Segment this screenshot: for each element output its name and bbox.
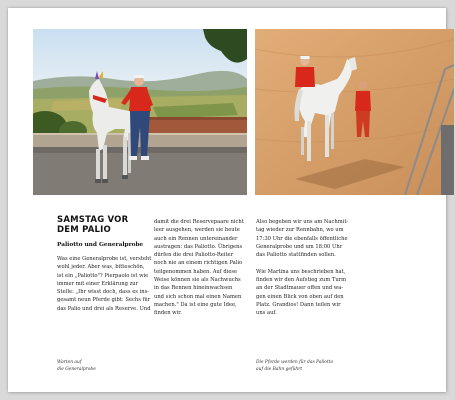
caption-left (57, 360, 96, 373)
caption-line: Warten auf (57, 360, 82, 365)
text-line: Stelle: „Ihr wisst doch, dass es ins- (57, 289, 150, 296)
caption-right (256, 360, 333, 373)
text-line: Was eine Generalprobe ist, versteht (57, 256, 152, 262)
text-line: damit die drei Reservepaare nicht (154, 219, 244, 225)
section-heading (57, 216, 157, 235)
caption-line: die Generalprobe (57, 366, 96, 372)
text-line: gen einen Blick von oben auf den (256, 293, 344, 300)
text-line-blank (256, 259, 352, 267)
text-line: immer mit einer Erklärung zur (57, 280, 139, 287)
section-subheading: Paliotto und Generalprobe (57, 242, 144, 248)
text-line: Wie Martina uns beschrieben hat, (256, 268, 346, 275)
text-line: ist ein „Paliotto"? Pierpaolo ist wie (57, 272, 149, 279)
book-page (8, 8, 446, 392)
text-line: Also begeben wir uns am Nachmit- (256, 219, 349, 225)
text-column-1 (57, 255, 153, 313)
text-column-2 (154, 218, 250, 318)
caption-line: Die Pferde werden für das Paliotto (256, 360, 334, 365)
text-line: das Paliotto stattfinden sollen. (256, 252, 336, 259)
text-line: Platz. Grandios! Dann teilen wir (256, 301, 341, 308)
heading-line-1: SAMSTAG VOR (57, 215, 129, 225)
text-line: leer ausgehen, werden sie heute (154, 227, 240, 234)
text-line: tag wieder zur Rennbahn, wo um (256, 227, 344, 234)
caption-line: auf die Bahn geführt (256, 366, 303, 372)
text-line: uns auf. (256, 310, 277, 317)
heading-line-2: DEM PALIO (57, 224, 111, 235)
photo-horses-led-to-track (255, 29, 454, 195)
photo-illustration-left (33, 29, 247, 195)
text-line: wohl jeder. Aber was, bitteschön, (57, 264, 145, 271)
text-line: und sich schon mal einen Namen (154, 293, 242, 300)
text-line: noch nie an einem richtigen Palio (154, 260, 243, 267)
text-line: Generalprobe und um 18:00 Uhr (256, 243, 343, 250)
text-line: finden wir den Aufstieg zum Turm (256, 277, 347, 284)
text-line: machen." Da ist eine gute Idee, (154, 301, 237, 308)
text-line: gesamt neun Pferde gibt: Sechs für (57, 297, 151, 304)
text-line: finden wir. (154, 310, 182, 317)
photo-waiting-for-rehearsal (33, 29, 247, 195)
text-line: austragen: das Paliotto. Übrigens (154, 243, 243, 250)
text-line: das Palio und drei als Reserve. Und (57, 305, 151, 312)
text-line: auch ein Rennen untereinander (154, 235, 238, 242)
text-line: 17:30 Uhr die ebenfalls öffentliche (256, 235, 348, 242)
text-line: dürfen die drei Paliotto-Reiter (154, 252, 234, 259)
text-column-3 (256, 218, 352, 318)
photo-illustration-right (255, 29, 454, 195)
text-line: Weise können sie als Nachwuchs (154, 277, 241, 284)
text-line: teilgenommen haben. Auf diese (154, 268, 238, 275)
text-line: an der Stadtmauer offen und wa- (256, 285, 344, 292)
text-line: in das Rennen hineinwachsen (154, 285, 233, 292)
